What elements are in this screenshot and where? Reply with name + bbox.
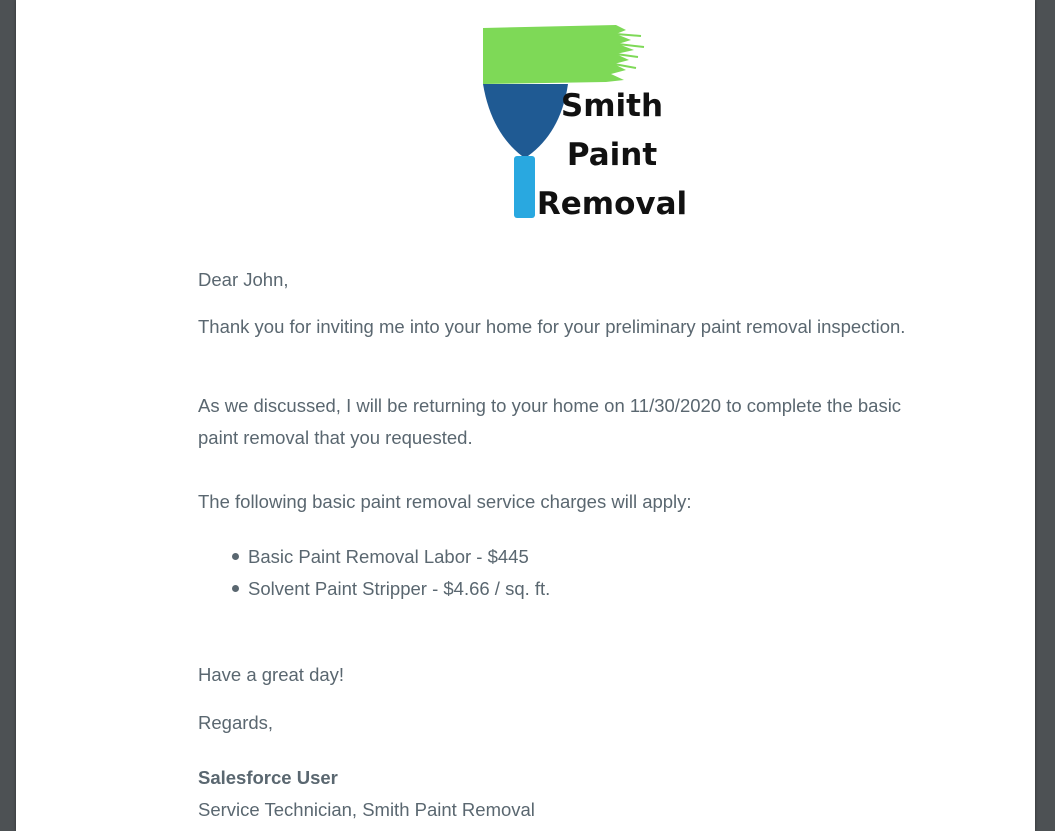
charge-item-labor: Basic Paint Removal Labor - $445 [248, 546, 529, 567]
salutation: Dear John, [198, 269, 289, 290]
charge-item-solvent: Solvent Paint Stripper - $4.66 / sq. ft. [248, 578, 551, 599]
charges-list [230, 541, 550, 605]
list-item [230, 541, 550, 573]
paragraph-charges-intro: The following basic paint removal service charges will apply: [198, 491, 692, 512]
company-logo [466, 22, 696, 222]
document-page [16, 0, 1035, 831]
logo-text-line3: Removal [536, 186, 688, 222]
signature-title: Service Technician, Smith Paint Removal [198, 799, 535, 820]
logo-text [532, 82, 692, 229]
logo-text-line2: Paint [566, 137, 658, 173]
closing-line: Have a great day! [198, 664, 345, 685]
list-item [230, 573, 550, 605]
bullet-icon [232, 553, 239, 560]
paragraph-schedule: As we discussed, I will be returning to your home on 11/30/2020 to complete the basic paint removal that you requested. [198, 395, 902, 448]
signature-name: Salesforce User [198, 767, 338, 788]
regards-line: Regards, [198, 712, 274, 733]
logo-text-line1: Smith [560, 88, 664, 124]
paragraph-intro: Thank you for inviting me into your home for your preliminary paint removal inspection. [198, 316, 906, 337]
bullet-icon [232, 585, 239, 592]
